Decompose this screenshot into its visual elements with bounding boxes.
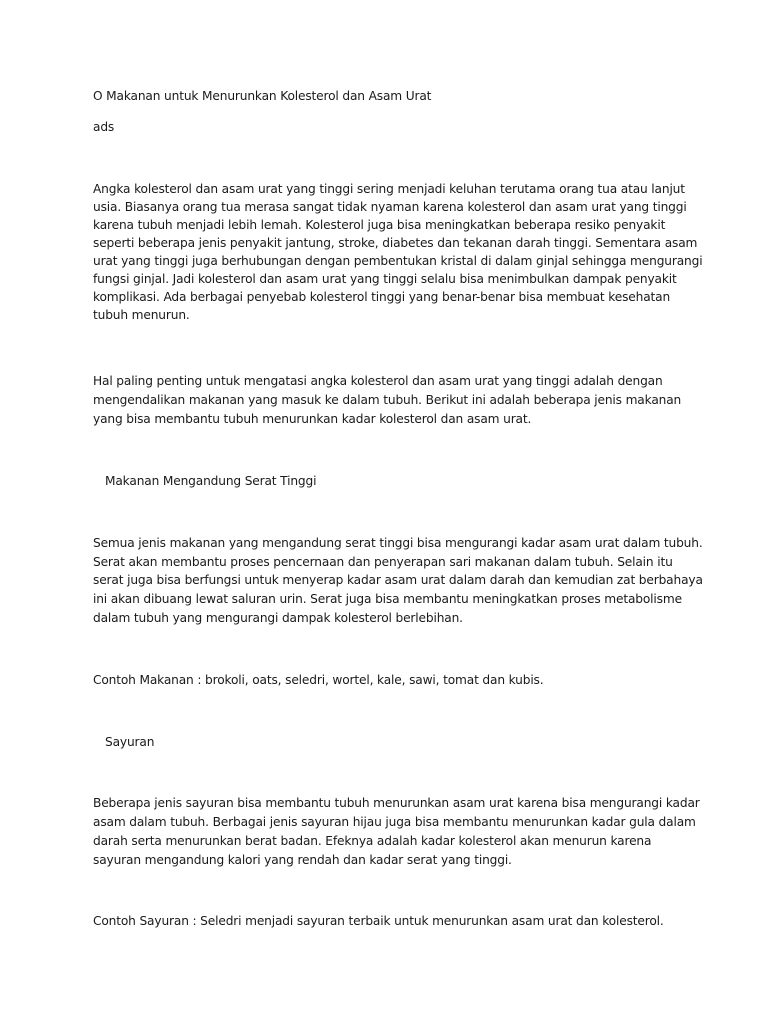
paragraph-line: urat yang tinggi juga berhubungan dengan pembentukan kristal di dalam ginjal sehingga mengurangi — [93, 254, 703, 268]
ads-label: ads — [93, 120, 115, 134]
section-heading-fiber: Makanan Mengandung Serat Tinggi — [105, 474, 317, 488]
paragraph-line: usia. Biasanya orang tua merasa sangat tidak nyaman karena kolesterol dan asam urat yang tinggi — [93, 200, 687, 214]
paragraph-line: Angka kolesterol dan asam urat yang tinggi sering menjadi keluhan terutama orang tua atau lanjut — [93, 182, 685, 196]
paragraph-line: fungsi ginjal. Jadi kolesterol dan asam urat yang tinggi selalu bisa menimbulkan dampak penyakit — [93, 272, 677, 286]
paragraph-line: dalam tubuh yang mengurangi dampak kolesterol berlebihan. — [93, 611, 463, 625]
paragraph-line: sayuran mengandung kalori yang rendah dan kadar serat yang tinggi. — [93, 853, 512, 867]
paragraph-line: seperti beberapa jenis penyakit jantung, stroke, diabetes dan tekanan darah tinggi. Sementara asam — [93, 236, 698, 250]
paragraph-line: Semua jenis makanan yang mengandung serat tinggi bisa mengurangi kadar asam urat dalam tubuh. — [93, 536, 703, 550]
paragraph-line: karena tubuh menjadi lebih lemah. Kolesterol juga bisa meningkatkan beberapa resiko penyakit — [93, 218, 666, 232]
paragraph-line: Beberapa jenis sayuran bisa membantu tubuh menurunkan asam urat karena bisa mengurangi kadar — [93, 796, 700, 810]
paragraph-line: darah serta menurunkan berat badan. Efeknya adalah kadar kolesterol akan menurun karena — [93, 834, 652, 848]
paragraph-line: serat juga bisa berfungsi untuk menyerap kadar asam urat dalam darah dan kemudian zat berbahaya — [93, 573, 703, 587]
document-title: O Makanan untuk Menurunkan Kolesterol dan Asam Urat — [93, 89, 432, 103]
paragraph-line: komplikasi. Ada berbagai penyebab kolesterol tinggi yang benar-benar bisa membuat kesehatan — [93, 290, 671, 304]
paragraph-line: ini akan dibuang lewat saluran urin. Serat juga bisa membantu meningkatkan proses metabolisme — [93, 592, 682, 606]
example-foods: Contoh Makanan : brokoli, oats, seledri, wortel, kale, sawi, tomat dan kubis. — [93, 673, 544, 687]
paragraph-line: asam dalam tubuh. Berbagai jenis sayuran hijau juga bisa membantu menurunkan kadar gula dalam — [93, 815, 696, 829]
paragraph-line: yang bisa membantu tubuh menurunkan kadar kolesterol dan asam urat. — [93, 412, 532, 426]
example-vegetables: Contoh Sayuran : Seledri menjadi sayuran terbaik untuk menurunkan asam urat dan kolesterol. — [93, 914, 664, 928]
paragraph-line: Hal paling penting untuk mengatasi angka kolesterol dan asam urat yang tinggi adalah dengan — [93, 374, 663, 388]
paragraph-line: mengendalikan makanan yang masuk ke dalam tubuh. Berikut ini adalah beberapa jenis makanan — [93, 393, 682, 407]
section-heading-vegetables: Sayuran — [105, 735, 155, 749]
paragraph-line: tubuh menurun. — [93, 308, 190, 322]
paragraph-line: Serat akan membantu proses pencernaan dan penyerapan sari makanan dalam tubuh. Selain itu — [93, 555, 673, 569]
